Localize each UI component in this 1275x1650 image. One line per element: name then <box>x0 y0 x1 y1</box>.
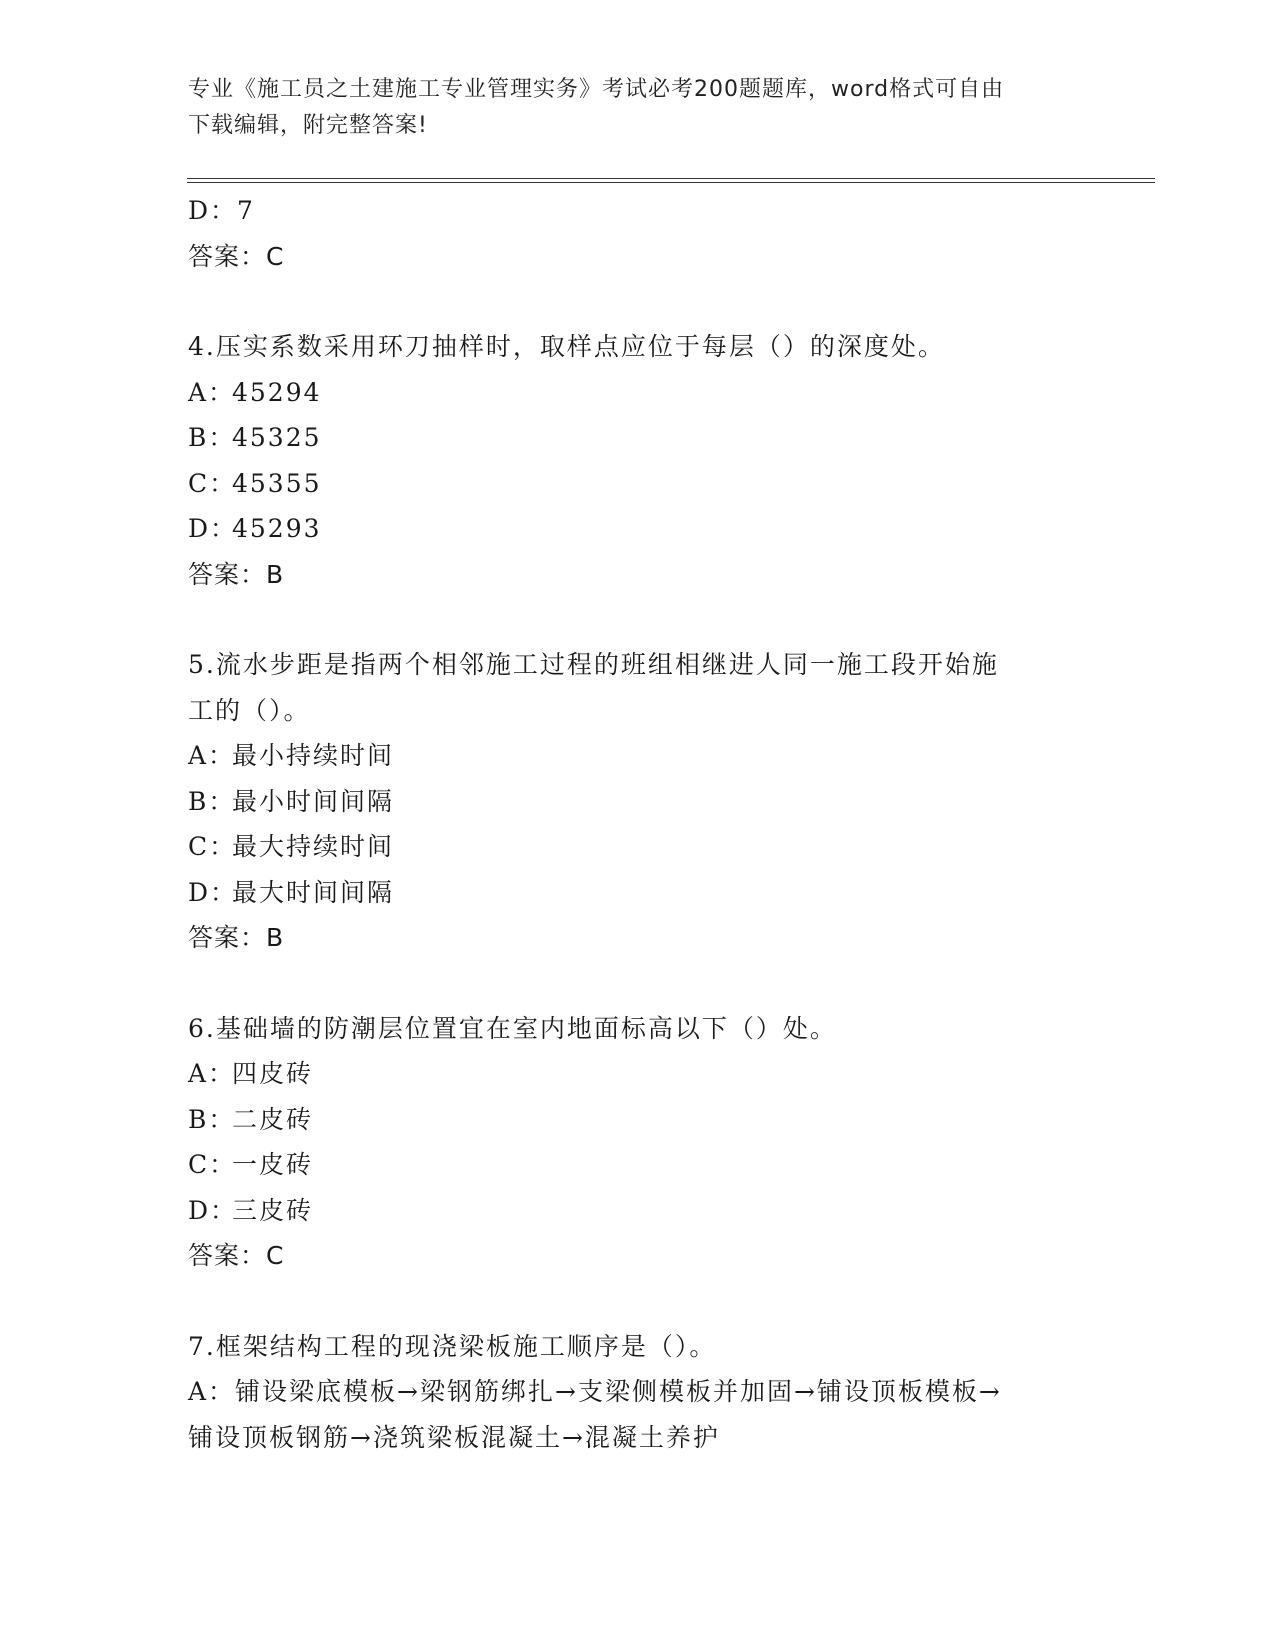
option-b <box>188 415 1088 461</box>
option-text: 最大时间间隔 <box>232 877 395 907</box>
option-a <box>188 370 1088 416</box>
option-text: 45355 <box>232 468 322 498</box>
option-label: A： <box>188 1059 236 1088</box>
option-text: 三皮砖 <box>232 1195 314 1225</box>
document-header <box>188 72 1088 144</box>
option-a <box>188 733 1088 779</box>
option-a: A：铺设梁底模板→梁钢筋绑扎→支梁侧模板并加固→铺设顶板模板→ <box>188 1377 1002 1406</box>
option-d <box>188 870 1088 916</box>
option-b <box>188 779 1088 825</box>
header-rule-bottom <box>187 182 1155 183</box>
answer: 答案：C <box>188 1241 285 1270</box>
option-label: D： <box>188 1195 238 1225</box>
option-d <box>188 1188 1088 1234</box>
answer: 答案：B <box>188 923 285 952</box>
option-label: B： <box>188 423 236 452</box>
answer-carryover: 答案：C <box>188 241 285 271</box>
option-label: C： <box>188 1150 237 1179</box>
spacer <box>188 279 1088 324</box>
option-label: D： <box>188 514 238 543</box>
question-stem: 5.流水步距是指两个相邻施工过程的班组相继进人同一施工段开始施 <box>188 650 999 679</box>
question-stem: 7.框架结构工程的现浇梁板施工顺序是（）。 <box>188 1331 717 1361</box>
spacer <box>188 961 1088 1006</box>
option-c <box>188 1142 1088 1188</box>
question-6 <box>188 1006 1088 1279</box>
question-stem-continued: 工的（）。 <box>188 695 311 725</box>
question-stem: 4.压实系数采用环刀抽样时，取样点应位于每层（）的深度处。 <box>188 332 945 361</box>
option-label: B： <box>188 1104 236 1134</box>
option-label: C： <box>188 832 237 861</box>
option-text: 45293 <box>232 514 322 543</box>
option-label: D： <box>188 877 238 907</box>
spacer <box>188 597 1088 642</box>
option-label: A： <box>188 377 236 407</box>
option-label: B： <box>188 786 236 816</box>
option-text: 二皮砖 <box>232 1104 314 1134</box>
option-text: 最小时间间隔 <box>232 786 395 816</box>
header-line-2: 下载编辑，附完整答案! <box>188 113 428 138</box>
option-a <box>188 1051 1088 1097</box>
question-5 <box>188 642 1088 961</box>
question-4 <box>188 324 1088 597</box>
spacer <box>188 1279 1088 1324</box>
option-text: 45294 <box>232 377 322 407</box>
option-d <box>188 506 1088 552</box>
option-text: 最小持续时间 <box>232 741 395 770</box>
header-rule-top <box>187 178 1155 179</box>
option-a-continued: 铺设顶板钢筋→浇筑梁板混凝土→混凝土养护 <box>188 1422 720 1452</box>
option-text: 四皮砖 <box>232 1059 314 1088</box>
option-d-carryover: D：7 <box>188 196 255 225</box>
option-label: C： <box>188 468 237 498</box>
question-7 <box>188 1324 1088 1461</box>
option-label: A： <box>188 741 236 770</box>
document-body <box>188 188 1088 1460</box>
option-text: 45325 <box>232 423 322 452</box>
header-line-1: 专业《施工员之土建施工专业管理实务》考试必考200题题库，word格式可自由 <box>188 77 1005 102</box>
option-text: 一皮砖 <box>232 1150 314 1179</box>
option-b <box>188 1097 1088 1143</box>
option-c <box>188 824 1088 870</box>
option-c <box>188 461 1088 507</box>
question-stem: 6.基础墙的防潮层位置宜在室内地面标高以下（）处。 <box>188 1013 837 1043</box>
option-text: 最大持续时间 <box>232 832 395 861</box>
answer: 答案：B <box>188 559 285 589</box>
